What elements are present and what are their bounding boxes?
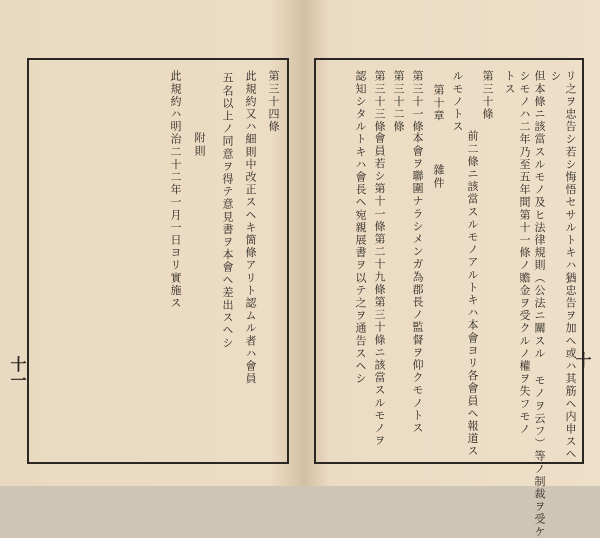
right-col-4: シモノハ二年乃至五年間第十一條ノ贍金ヲ受クルノ權ヲ失フモノ: [518, 70, 531, 436]
right-col-2: シ: [549, 70, 562, 83]
article-33-text-2: 認知シタルトキハ會長ヘ宛親展書ヲ以テ之ヲ通告スヘシ: [354, 70, 367, 385]
left-page: [0, 0, 300, 486]
supplementary-text: 此規約ハ明治二十二年一月一日ヨリ實施ス: [169, 70, 182, 310]
supplementary-heading: 附則: [193, 132, 206, 158]
left-page-frame: [27, 58, 289, 464]
right-page-number: 十: [573, 352, 592, 368]
article-33-text: 會員若シ第十一條第二十九條第三十條ニ該當スルモノヲ: [373, 132, 386, 447]
right-col-1: リ之ヲ忠告シ若シ悔悟セサルトキハ猶忠告ヲ加ヘ或ハ其筋ヘ内申スヘ: [564, 70, 577, 461]
right-page: [300, 0, 600, 538]
chapter-10-title: 雜件: [432, 164, 445, 190]
right-col-5: トス: [503, 70, 516, 96]
article-30-text: 前二條ニ該當スルモノアルトキハ本會ヨリ各會員ヘ報道ス: [466, 130, 479, 458]
right-page-frame: [314, 58, 584, 538]
article-34-heading: 第三十四條: [267, 70, 280, 133]
article-31-text: 本會ヲ聯圍ナラシメンガ為郡長ノ監督ヲ仰クモノトス: [411, 132, 424, 435]
article-31-heading: 第三十一條: [411, 70, 424, 133]
article-32-heading: 第三十二條: [392, 70, 405, 133]
article-30-text-2: ルモノトス: [451, 70, 464, 133]
article-30-heading: 第三十條: [481, 70, 494, 121]
chapter-10-heading: 第十章: [432, 84, 445, 122]
left-page-number: 十一: [8, 356, 27, 388]
right-col-3: 但本條ニ該當スルモノ及ヒ法律規則（公法ニ關スル モノヲ云フ）等ノ制裁ヲ受ケ: [533, 70, 546, 538]
article-34-text-1: 此規約又ハ細則中改正スヘキ箇條アリト認ムル者ハ會員: [244, 70, 257, 385]
article-33-heading: 第三十三條: [373, 70, 386, 133]
article-34-text-2: 五名以上ノ同意ヲ得テ意見書ヲ本會ヘ差出スヘシ: [221, 72, 234, 350]
